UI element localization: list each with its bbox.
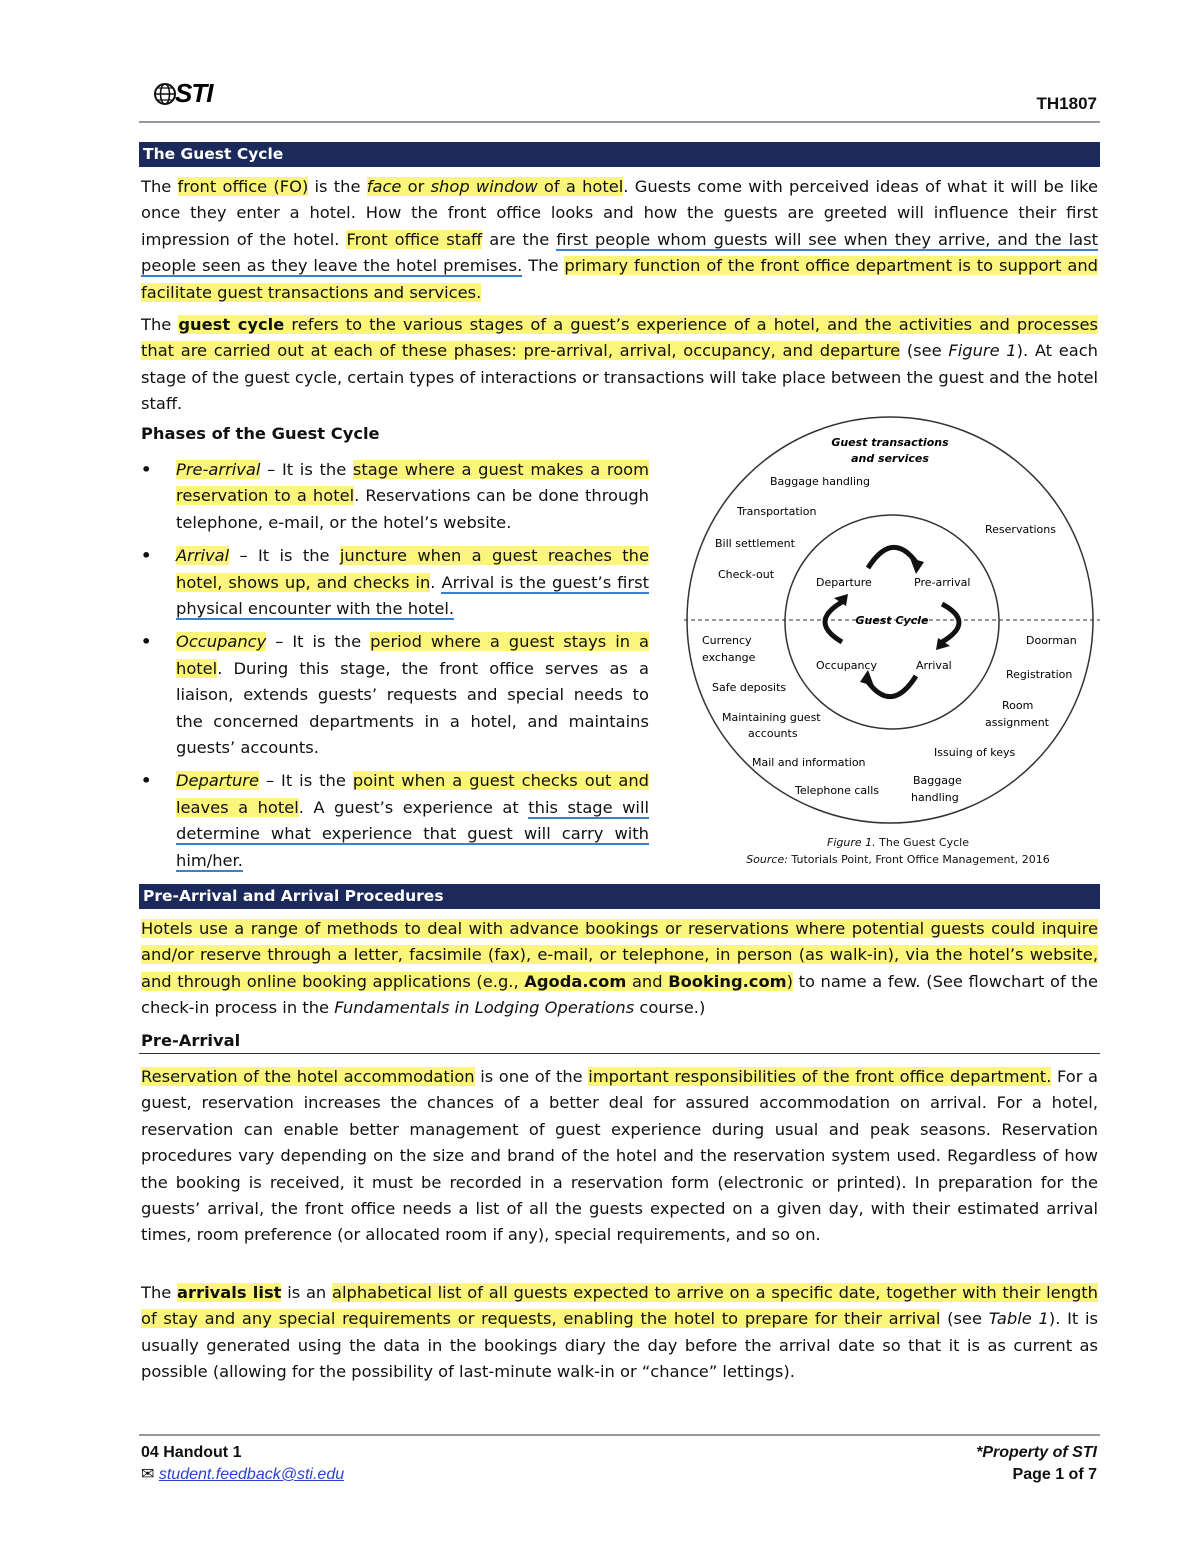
envelope-icon: ✉ [141, 1466, 155, 1483]
list-item-arrival: • Arrival – It is the juncture when a guest reaches the hotel, shows up, and checks in. Arrival is the guest’s first physical encounter with the hotel. [141, 543, 649, 622]
heading-phases: Phases of the Guest Cycle [141, 424, 380, 443]
label-safe-deposits: Safe deposits [712, 681, 787, 694]
guest-cycle-diagram [680, 412, 1116, 832]
label-check-out: Check-out [718, 568, 775, 581]
phase-occupancy: Occupancy [816, 659, 877, 672]
section-title-pre-arrival-arrival: Pre-Arrival and Arrival Procedures [139, 884, 1100, 909]
label-assignment: assignment [985, 716, 1049, 729]
paragraph-booking-methods: Hotels use a range of methods to deal with advance bookings or reservations where potential guests could inquire and/or reserve through a letter, facsimile (fax), e-mail, or telephone, in person (as walk-in), via the hotel’s website, and through online booking applications (e.g., Agoda.com and Booking.com) to name a few. (See flowchart of the check-in process in the Fundamentals in Lodging Operations course.) [141, 919, 1099, 1018]
list-item-occupancy: • Occupancy – It is the period where a guest stays in a hotel. During this stage, the front office serves as a liaison, extends guests’ requests and special needs to the concerned departments in a hotel, and maintains guests’ accounts. [141, 629, 649, 761]
label-exchange: exchange [702, 651, 756, 664]
header-rule [139, 121, 1100, 123]
arrow-bottom-icon [868, 676, 916, 697]
figure-caption: Figure 1. The Guest Cycle [827, 836, 969, 849]
list-item-departure: • Departure – It is the point when a guest checks out and leaves a hotel. A guest’s experience at this stage will determine what experience that guest will carry with him/her. [141, 768, 649, 874]
label-transportation: Transportation [737, 505, 817, 518]
property-label: *Property of STI [976, 1444, 1097, 1461]
label-issuing-of-keys: Issuing of keys [934, 746, 1016, 759]
label-baggage: Baggage [913, 774, 962, 787]
pre-arrival-rule [139, 1053, 1100, 1054]
page-number: Page 1 of 7 [1012, 1466, 1097, 1483]
footer-rule [139, 1434, 1100, 1436]
footer-right [976, 1442, 1097, 1486]
arrow-right-icon [942, 604, 959, 642]
sti-globe-icon [153, 80, 225, 108]
footer-email-row [141, 1464, 344, 1486]
label-handling: handling [911, 791, 959, 804]
section-title-guest-cycle: The Guest Cycle [139, 142, 1100, 167]
footer-left [141, 1442, 344, 1486]
paragraph-front-office: The front office (FO) is the face or shop window of a hotel. Guests come with perceived ideas of what it will be like once they enter a hotel. How the front office looks and how the guests are greeted will influence their first impression of the hotel. Front office staff are the first people whom guests will see when they arrive, and the last people seen as they leave the hotel premises. The primary function of the front office department is to support and facilitate guest transactions and services. [141, 177, 1099, 302]
heading-pre-arrival: Pre-Arrival [141, 1031, 241, 1050]
document-code: TH1807 [1036, 94, 1097, 113]
phase-arrival: Arrival [916, 659, 952, 672]
paragraph-arrivals-list: The arrivals list is an alphabetical list of all guests expected to arrive on a specific date, together with their length of stay and any special requirements or requests, enabling the hotel to prepare for their arrival (see Table 1). It is usually generated using the data in the bookings diary the day before the arrival date so that it is as current as possible (allowing for the possibility of last-minute walk-in or “chance” lettings). [141, 1283, 1099, 1382]
label-baggage-handling-top: Baggage handling [770, 475, 870, 488]
feedback-email-link[interactable]: student.feedback@sti.edu [158, 1466, 345, 1483]
arrow-top-icon [868, 547, 916, 568]
phases-list [141, 457, 649, 881]
center-label: Guest Cycle [855, 614, 929, 627]
phase-pre-arrival: Pre-arrival [914, 576, 971, 589]
list-item-pre-arrival: • Pre-arrival – It is the stage where a guest makes a room reservation to a hotel. Reservations can be done through telephone, e-mail, or the hotel’s website. [141, 457, 649, 536]
paragraph-reservation: Reservation of the hotel accommodation is one of the important responsibilities of the front office department. For a guest, reservation increases the chances of a better deal for assured accommodation on arrival. For a hotel, reservation can enable better management of guest experience during usual and peak seasons. Reservation procedures vary depending on the size and brand of the hotel and the reservation system used. Regardless of how the booking is received, it must be recorded in a reservation form (electronic or printed). In preparation for the guests’ arrival, the front office needs a list of all the guests expected on a given day, with their estimated arrival times, room preference (or allocated room if any), special requirements, and so on. [141, 1067, 1098, 1245]
logo-text: STI [175, 80, 213, 108]
label-accounts: accounts [748, 727, 798, 740]
label-maintaining-guest: Maintaining guest [722, 711, 821, 724]
paragraph-guest-cycle-definition: The guest cycle refers to the various stages of a guest’s experience of a hotel, and the activities and processes that are carried out at each of these phases: pre-arrival, arrival, occupancy, and departure (see Figure 1). At each stage of the guest cycle, certain types of interactions or transactions will take place between the guest and the hotel staff. [141, 315, 1098, 414]
label-currency: Currency [702, 634, 752, 647]
arrow-left-icon [825, 602, 842, 642]
figure-source: Source: Tutorials Point, Front Office Management, 2016 [746, 853, 1050, 866]
label-mail-information: Mail and information [752, 756, 866, 769]
handout-label: 04 Handout 1 [141, 1444, 242, 1461]
label-room: Room [1002, 699, 1034, 712]
label-doorman: Doorman [1026, 634, 1077, 647]
label-bill-settlement: Bill settlement [715, 537, 795, 550]
phase-departure: Departure [816, 576, 872, 589]
outer-title-line2: and services [851, 452, 929, 465]
outer-title-line1: Guest transactions [831, 436, 949, 449]
sti-logo [153, 80, 225, 112]
label-telephone-calls: Telephone calls [795, 784, 879, 797]
label-reservations: Reservations [985, 523, 1056, 536]
label-registration: Registration [1006, 668, 1073, 681]
